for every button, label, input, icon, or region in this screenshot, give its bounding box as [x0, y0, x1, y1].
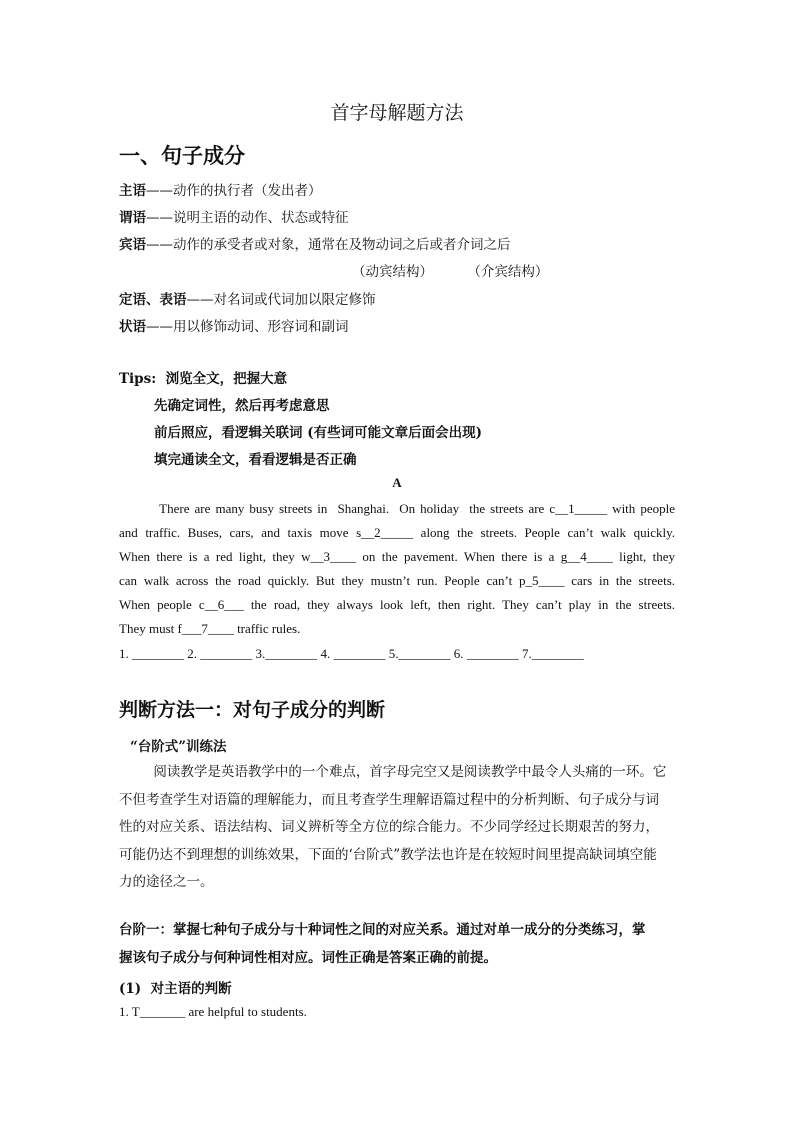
- intro-paragraph: [119, 759, 681, 897]
- tips-line-3: 前后照应，看逻辑关联词 (有些词可能文章后面会出现): [154, 425, 482, 441]
- definition-adverbial: [119, 315, 349, 335]
- cloze-passage: [119, 497, 675, 641]
- subject-judgment-heading: (1) 对主语的判断: [119, 981, 232, 997]
- definition-term: 状语: [119, 319, 146, 335]
- section2-heading: 判断方法一：对句子成分的判断: [119, 699, 386, 721]
- definition-text: （动宾结构） （介宾结构）: [352, 264, 549, 280]
- definition-term: 主语: [119, 183, 146, 199]
- paragraph-line: 可能仍达不到理想的训练效果，下面的‘台阶式”教学法也许是在较短时间里提高缺词填空能: [119, 846, 657, 863]
- paragraph-line: 性的对应关系、语法结构、词义辨析等全方位的综合能力。不少同学经过长期艰苦的努力，: [119, 819, 659, 835]
- definition-predicate: [119, 206, 349, 226]
- passage-line: can walk across the road quickly. But they mustn’t run. People can’t p_5____ cars in the streets.: [119, 573, 675, 588]
- section1-heading: 一、句子成分: [119, 143, 245, 168]
- definition-text: ——说明主语的动作、状态或特征: [146, 210, 349, 226]
- step-line: 台阶一：掌握七种句子成分与十种词性之间的对应关系。通过对单一成分的分类练习，掌: [119, 922, 646, 938]
- definition-text: ——对名词或代词加以限定修饰: [186, 292, 376, 308]
- passage-line: and traffic. Buses, cars, and taxis move s__2_____ along the streets. People can’t walk quickly.: [119, 525, 675, 540]
- passage-line: When there is a red light, they w__3____ on the pavement. When there is a g__4____ light, they: [119, 549, 675, 564]
- tips-line-4: 填完通读全文，看看逻辑是否正确: [154, 452, 357, 468]
- definition-attribute: [119, 288, 376, 308]
- answer-blanks: 1. ________ 2. ________ 3.________ 4. ________ 5.________ 6. ________ 7.________: [119, 646, 584, 661]
- definition-term: 宾语: [119, 237, 146, 253]
- question-1: 1. T_______ are helpful to students.: [119, 1004, 307, 1019]
- step-one-paragraph: [119, 916, 675, 972]
- document-title: 首字母解题方法: [330, 102, 464, 124]
- step-line: 握该句子成分与何种词性相对应。词性正确是答案正确的前提。: [119, 950, 497, 966]
- definition-term: 定语、表语: [119, 292, 187, 308]
- definition-text: ——动作的执行者（发出者）: [146, 183, 322, 199]
- method-subheading: “台阶式”训练法: [130, 739, 227, 755]
- definition-structures: [352, 260, 548, 280]
- definition-text: ——动作的承受者或对象，通常在及物动词之后或者介词之后: [146, 237, 511, 253]
- passage-label: A: [392, 475, 402, 490]
- tips-line-1: Tips: 浏览全文，把握大意: [119, 371, 288, 387]
- definition-text: ——用以修饰动词、形容词和副词: [146, 319, 349, 335]
- paragraph-line: 阅读教学是英语教学中的一个难点，首字母完空又是阅读教学中最令人头痛的一环。它: [119, 764, 667, 780]
- passage-line: There are many busy streets in Shanghai. On holiday the streets are c__1_____ with people: [119, 501, 675, 516]
- definition-term: 谓语: [119, 210, 146, 226]
- definition-object: [119, 233, 511, 253]
- paragraph-line: 不但考查学生对语篇的理解能力，而且考查学生理解语篇过程中的分析判断、句子成分与词: [119, 791, 659, 808]
- paragraph-line: 力的途径之一。: [119, 874, 214, 890]
- passage-line: They must f___7____ traffic rules.: [119, 621, 301, 636]
- definition-subject: [119, 179, 322, 199]
- passage-line: When people c__6___ the road, they always look left, then right. They can’t play in the streets.: [119, 597, 675, 612]
- tips-line-2: 先确定词性，然后再考虑意思: [154, 398, 330, 414]
